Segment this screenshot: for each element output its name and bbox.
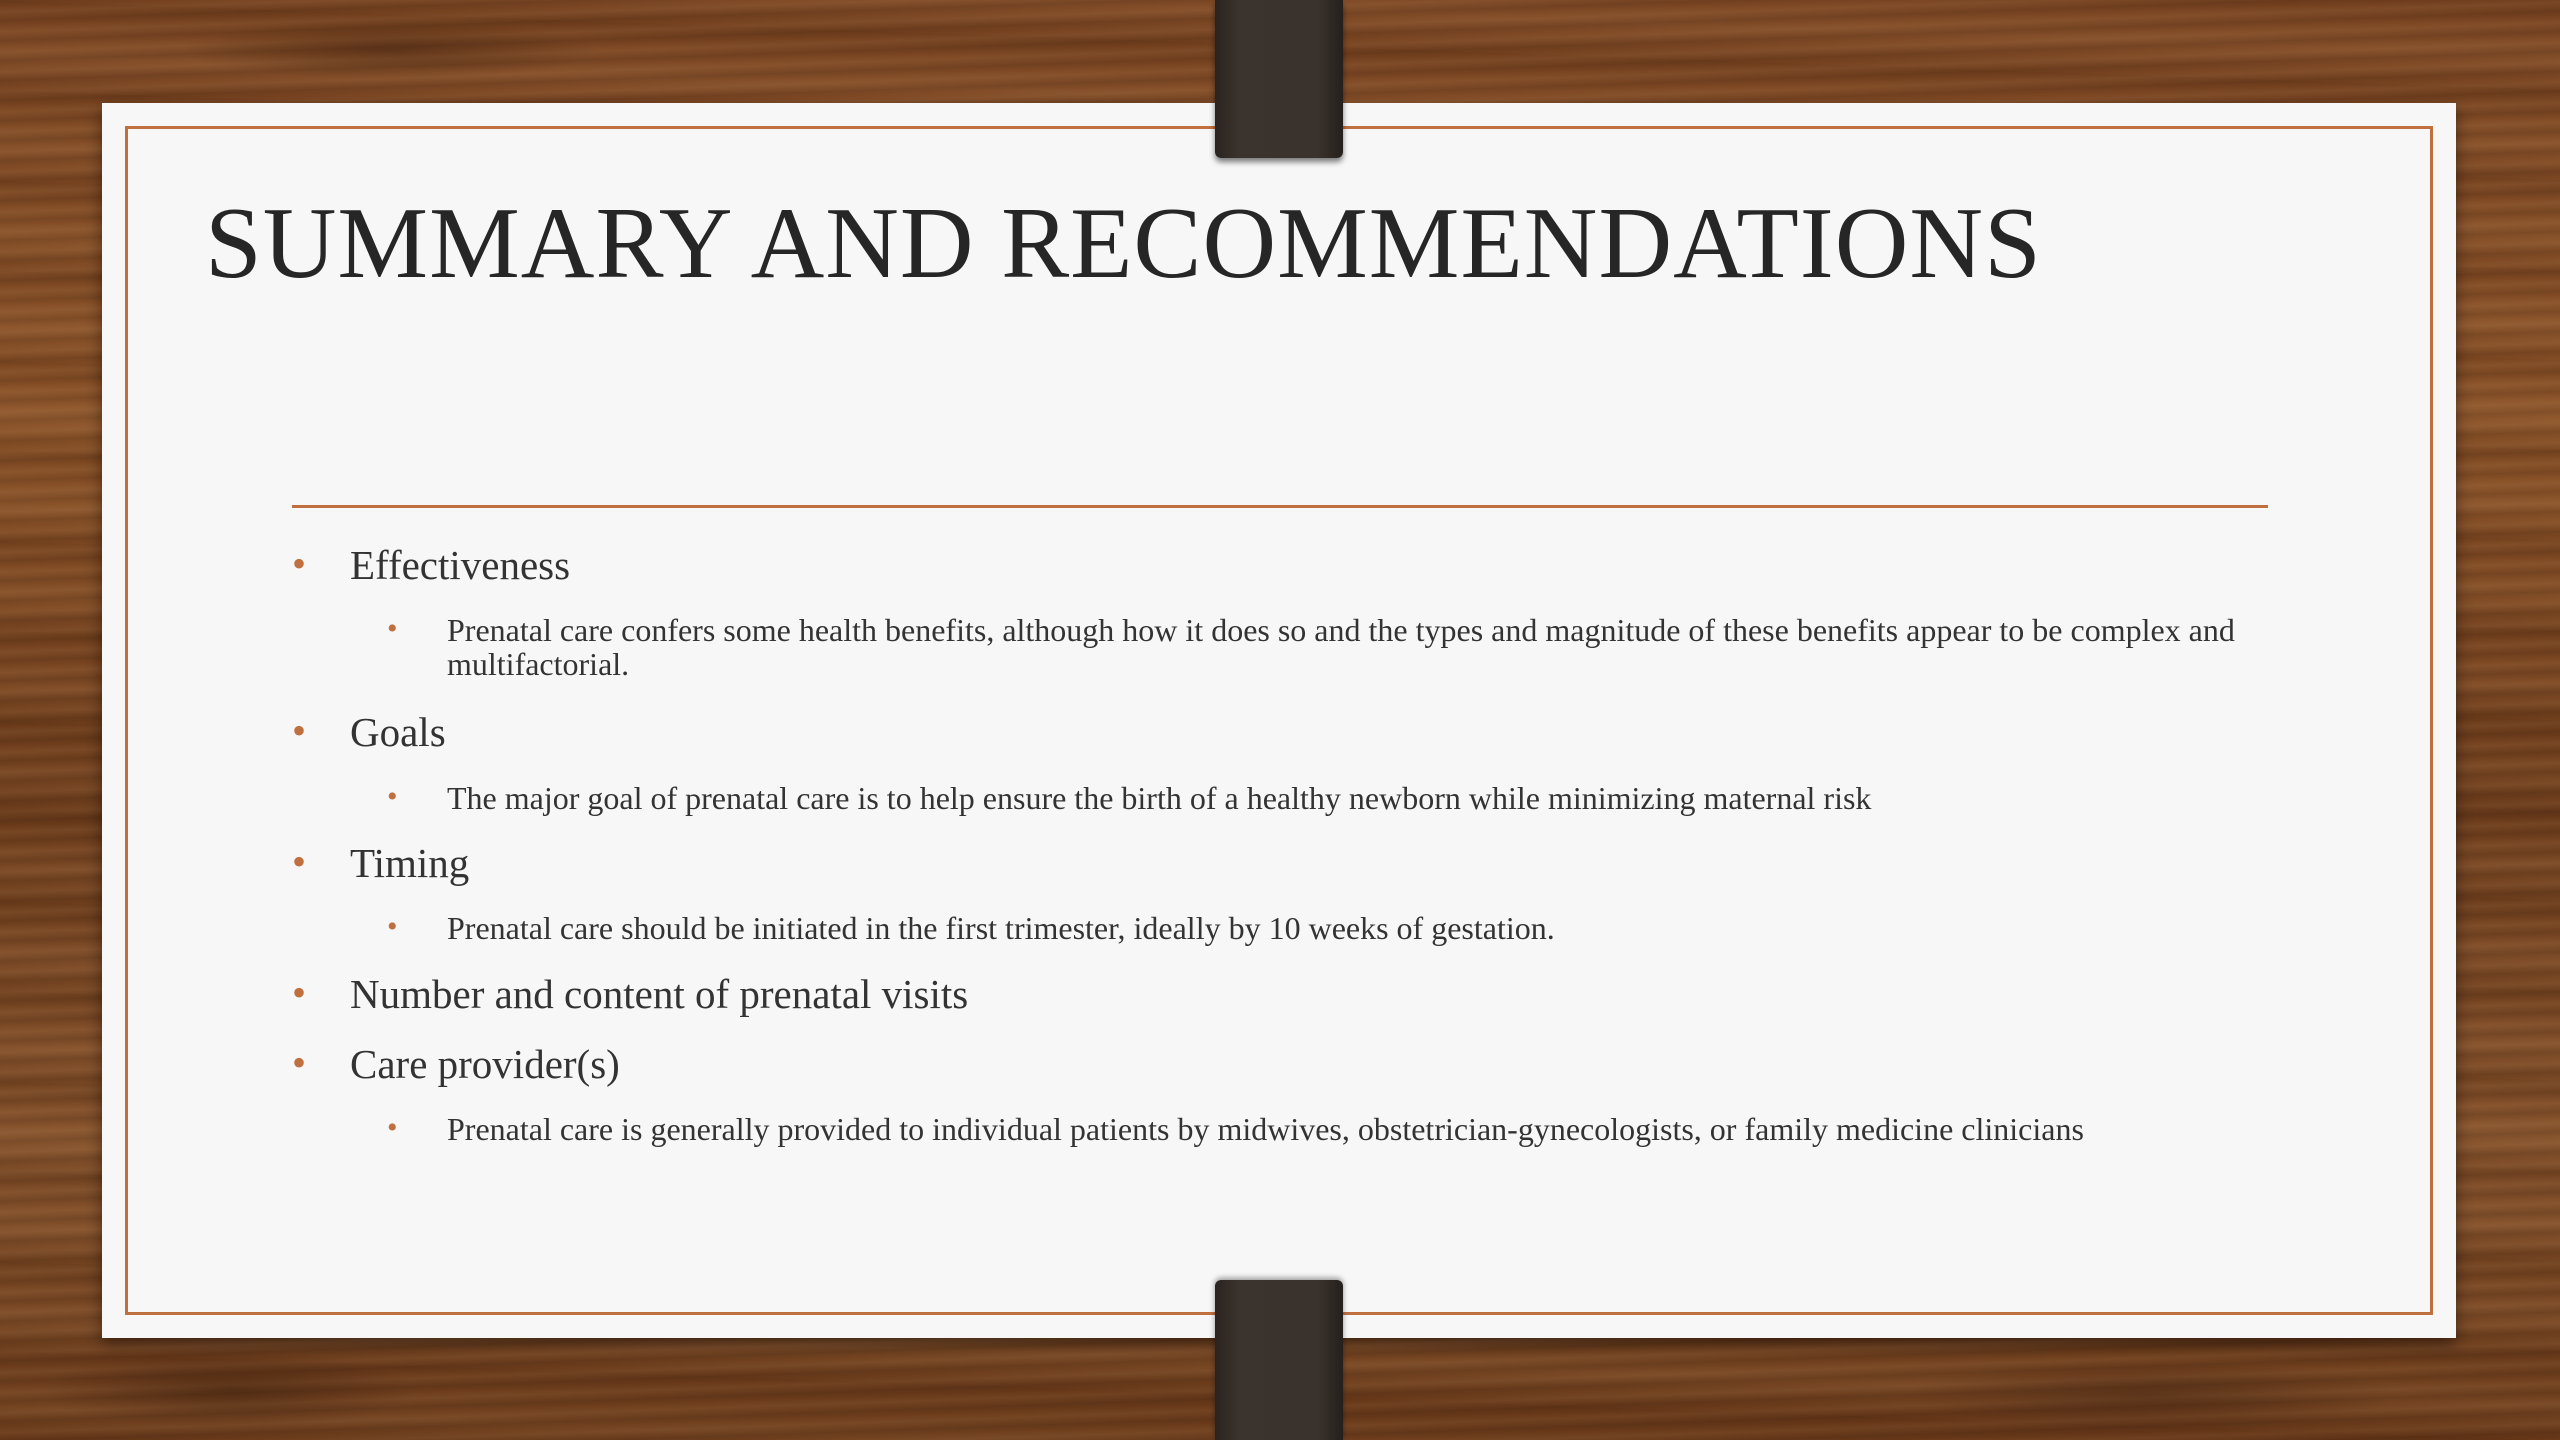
list-item-number-and-content: Number and content of prenatal visits xyxy=(350,971,969,1017)
list-item-effectiveness: Effectiveness xyxy=(350,542,571,588)
sub-item-timing: Prenatal care should be initiated in the first trimester, ideally by 10 weeks of gestation. xyxy=(447,910,1555,946)
sub-item-care-providers: Prenatal care is generally provided to individual patients by midwives, obstetrician-gynecologists, or family medicine clinicians xyxy=(447,1111,2084,1147)
bullet-icon: • xyxy=(387,910,398,943)
bullet-icon: • xyxy=(292,1040,307,1085)
list-item-goals: Goals xyxy=(350,709,446,755)
bullet-icon: • xyxy=(387,1111,398,1144)
bullet-icon: • xyxy=(387,780,398,813)
list-item-care-providers: Care provider(s) xyxy=(350,1041,620,1087)
bullet-icon: • xyxy=(387,612,398,645)
bullet-icon: • xyxy=(292,970,307,1015)
slide-title: SUMMARY AND RECOMMENDATIONS xyxy=(205,187,2042,300)
bullet-icon: • xyxy=(292,708,307,753)
bullet-icon: • xyxy=(292,541,307,586)
list-item-timing: Timing xyxy=(350,840,470,886)
sub-item-goals: The major goal of prenatal care is to help ensure the birth of a healthy newborn while minimizing maternal risk xyxy=(447,780,1872,816)
sub-item-effectiveness: Prenatal care confers some health benefits, although how it does so and the types and magnitude of these benefits appear to be complex and multifactorial. xyxy=(447,612,2235,682)
bullet-icon: • xyxy=(292,839,307,884)
